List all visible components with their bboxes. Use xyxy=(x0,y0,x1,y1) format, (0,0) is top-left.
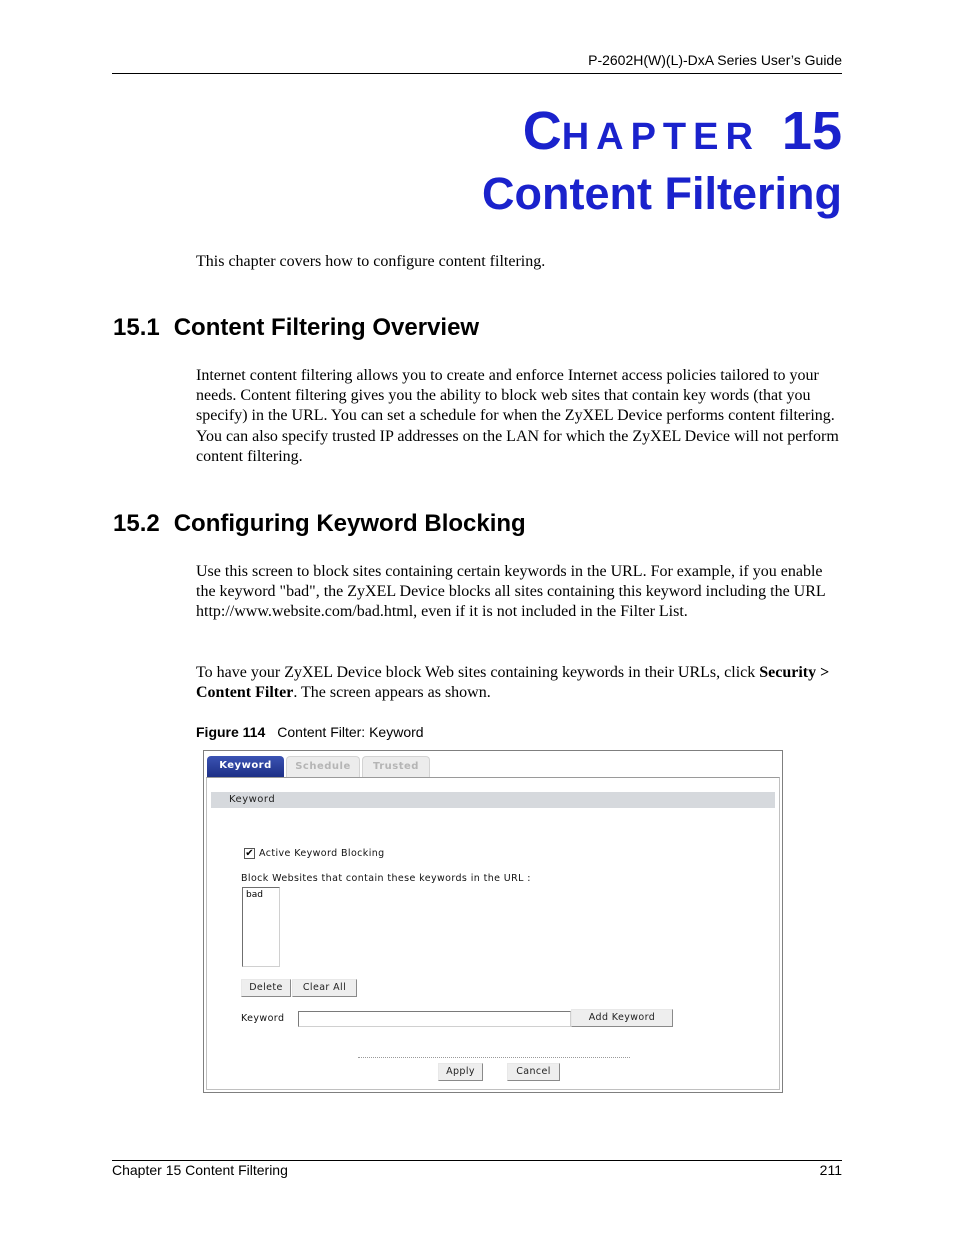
header-rule xyxy=(112,73,842,74)
keyword-paragraph: Use this screen to block sites containing certain keywords in the URL. For example, if you enable the keyword "bad", the ZyXEL Device blocks all sites containing this keyword including the URL http://www.website.com/bad.html, even if it is not included in the Filter List. xyxy=(196,563,826,621)
section-title: Configuring Keyword Blocking xyxy=(173,510,526,537)
keyword-input[interactable] xyxy=(298,1011,571,1027)
navigation-text-end: . The screen appears as shown. xyxy=(293,684,491,702)
keyword-listbox[interactable] xyxy=(242,887,280,967)
keyword-panel xyxy=(206,777,780,1090)
cancel-button[interactable]: Cancel xyxy=(507,1063,560,1081)
figure-caption-text: Content Filter: Keyword xyxy=(277,724,424,740)
add-keyword-button[interactable]: Add Keyword xyxy=(571,1009,673,1027)
figure-caption xyxy=(196,724,424,740)
tab-keyword[interactable]: Keyword xyxy=(207,756,284,777)
intro-paragraph: This chapter covers how to configure content filtering. xyxy=(196,253,546,270)
chapter-label xyxy=(523,100,842,162)
navigation-paragraph xyxy=(196,663,842,703)
running-header: P-2602H(W)(L)-DxA Series User’s Guide xyxy=(588,52,842,68)
section-number: 15.2 xyxy=(113,510,160,537)
panel-title-bar: Keyword xyxy=(211,792,775,808)
footer-chapter: Chapter 15 Content Filtering xyxy=(112,1162,288,1178)
navigation-text: To have your ZyXEL Device block Web sites containing keywords in their URLs, click xyxy=(196,664,760,681)
footer-page-number: 211 xyxy=(819,1162,842,1178)
chapter-title: Content Filtering xyxy=(482,168,842,219)
apply-button[interactable]: Apply xyxy=(438,1063,483,1081)
menu-path: Security > Content Filter xyxy=(196,664,830,702)
tab-trusted[interactable]: Trusted xyxy=(362,756,430,777)
content-filter-screenshot xyxy=(203,750,783,1093)
keyword-field-label: Keyword xyxy=(241,1013,285,1024)
dotted-separator xyxy=(358,1057,630,1058)
footer-rule xyxy=(112,1160,842,1161)
delete-button[interactable]: Delete xyxy=(241,979,291,997)
overview-paragraph: Internet content filtering allows you to create and enforce Internet access policies tailored to your needs. Content filtering gives you the ability to block web sites that contain key words (that you specify) in the URL. You can set a schedule for when the ZyXEL Device performs content filtering. You can also specify trusted IP addresses on the LAN for which the ZyXEL Device will not perform content filtering. xyxy=(196,367,839,465)
chapter-number: 15 xyxy=(781,101,842,161)
section-heading-overview xyxy=(113,314,479,342)
figure-label: Figure 114 xyxy=(196,724,266,740)
section-number: 15.1 xyxy=(113,314,160,341)
keyword-list-item[interactable]: bad xyxy=(246,890,263,900)
tab-schedule[interactable]: Schedule xyxy=(286,756,360,777)
clear-all-button[interactable]: Clear All xyxy=(292,979,357,997)
section-title: Content Filtering Overview xyxy=(173,314,480,341)
section-heading-keyword-blocking xyxy=(113,510,526,538)
chapter-label-rest: HAPTER xyxy=(561,116,760,158)
active-keyword-label: Active Keyword Blocking xyxy=(259,848,385,859)
keyword-list-label: Block Websites that contain these keywords in the URL : xyxy=(241,873,531,884)
active-keyword-checkbox[interactable]: ✔ xyxy=(245,848,254,859)
chapter-label-initial: C xyxy=(522,101,562,161)
